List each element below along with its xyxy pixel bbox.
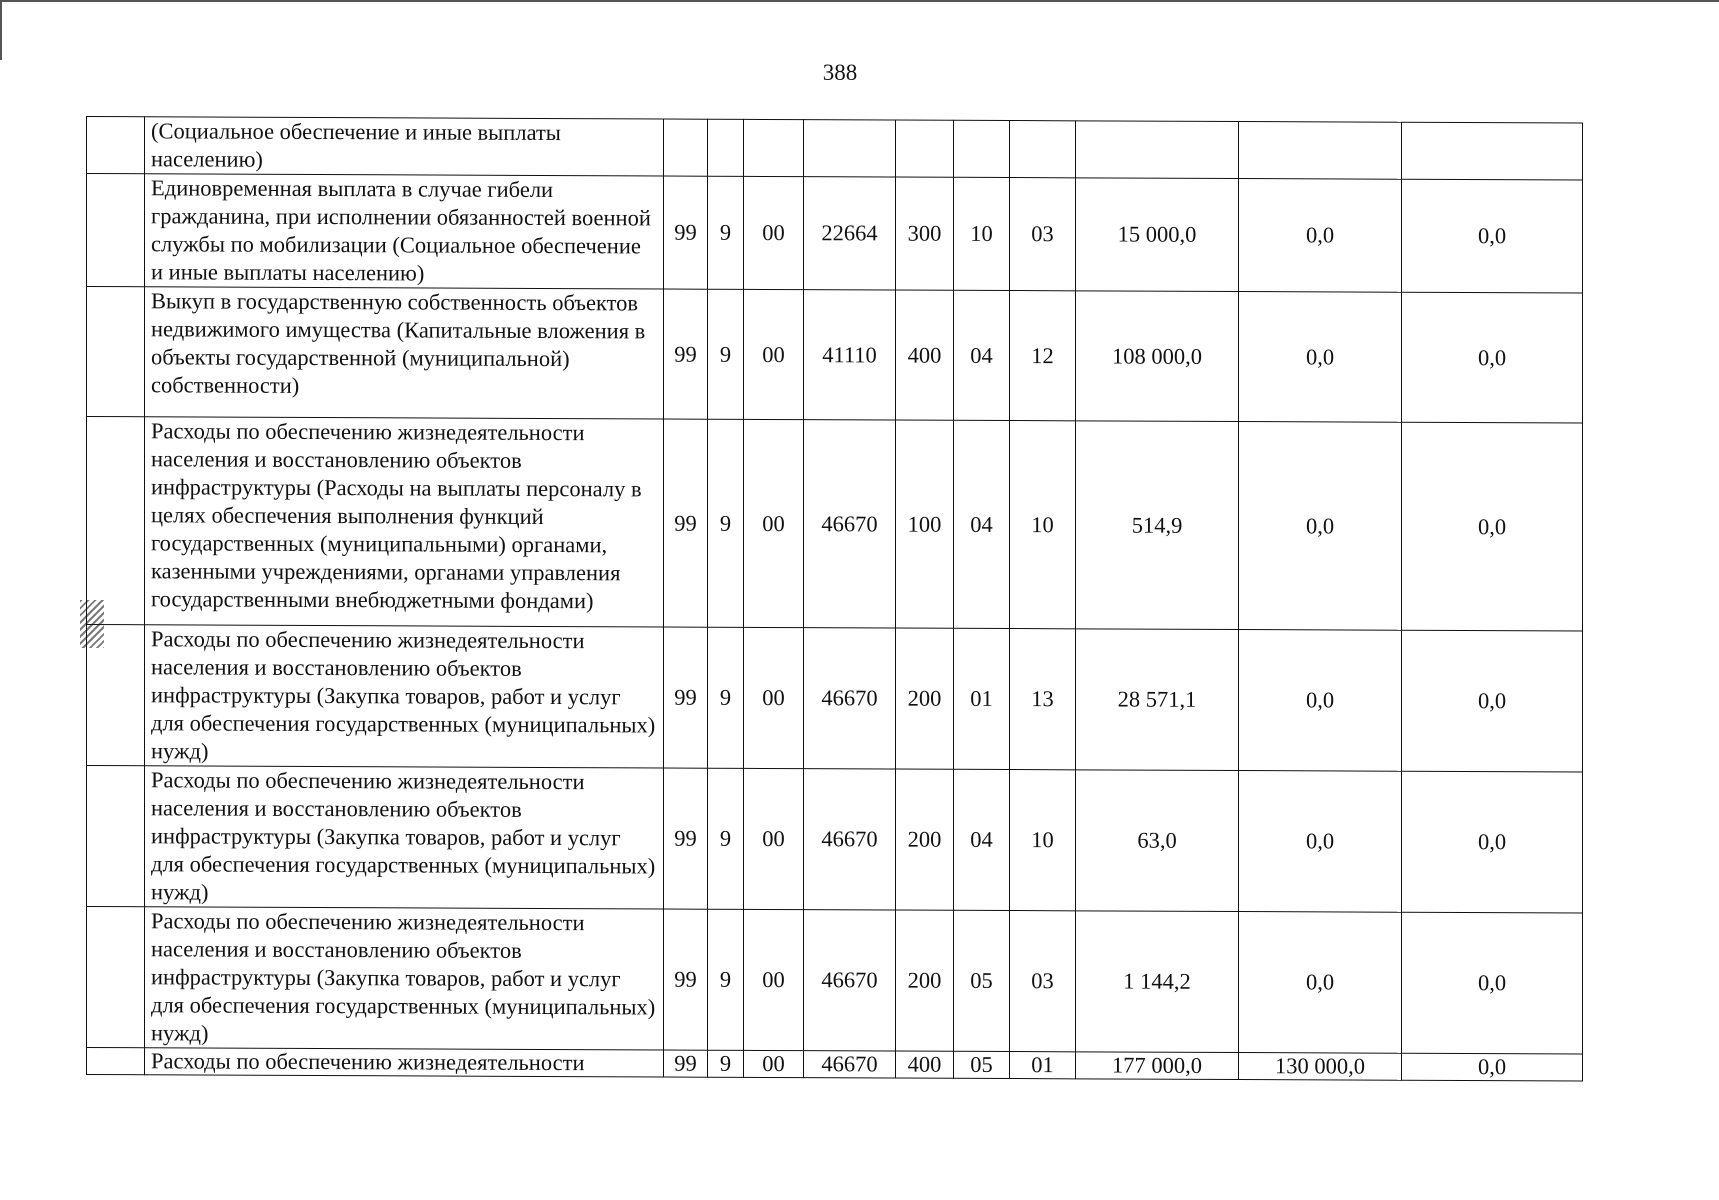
row-index-cell <box>87 907 145 1048</box>
description-cell: Расходы по обеспечению жизнедеятельности <box>145 1048 664 1077</box>
code-cell: 01 <box>954 628 1010 769</box>
code-cell: 9 <box>708 289 744 419</box>
description-cell: Выкуп в государственную собственность объектов недвижимого имущества (Капитальные вложения в объекты государственной (муниципальной) собственности) <box>145 287 664 419</box>
code-cell <box>896 120 954 177</box>
amount-cell: 0,0 <box>1402 912 1583 1054</box>
row-index-cell <box>87 117 145 174</box>
table-row <box>87 625 1583 773</box>
amount-cell: 514,9 <box>1076 421 1239 630</box>
code-cell: 99 <box>664 1050 708 1077</box>
code-cell: 03 <box>1010 911 1076 1052</box>
description-cell: Единовременная выплата в случае гибели гражданина, при исполнении обязанностей военной службы по мобилизации (Социальное обеспечение и иные выплаты населению) <box>145 174 664 289</box>
table-row <box>87 417 1583 632</box>
code-cell: 00 <box>744 176 804 289</box>
code-cell: 01 <box>1010 1052 1076 1079</box>
code-cell: 99 <box>664 419 708 627</box>
amount-cell: 15 000,0 <box>1076 178 1239 292</box>
amount-cell: 0,0 <box>1239 912 1402 1054</box>
row-index-cell <box>87 174 145 287</box>
code-cell: 9 <box>708 768 744 909</box>
row-index-cell <box>87 1048 145 1075</box>
amount-cell: 0,0 <box>1402 179 1583 293</box>
code-cell: 10 <box>1010 421 1076 629</box>
code-cell: 9 <box>708 627 744 768</box>
table-row <box>87 287 1583 424</box>
code-cell: 13 <box>1010 629 1076 770</box>
code-cell: 99 <box>664 176 708 289</box>
amount-cell: 0,0 <box>1239 771 1402 913</box>
table-body <box>87 117 1583 1082</box>
amount-cell: 0,0 <box>1239 422 1402 631</box>
code-cell: 46670 <box>804 910 896 1051</box>
code-cell: 00 <box>744 627 804 768</box>
code-cell: 03 <box>1010 178 1076 291</box>
code-cell: 41110 <box>804 290 896 420</box>
amount-cell: 1 144,2 <box>1076 911 1239 1053</box>
amount-cell: 28 571,1 <box>1076 629 1239 771</box>
amount-cell: 0,0 <box>1239 630 1402 772</box>
amount-cell: 0,0 <box>1402 1053 1583 1081</box>
amount-cell: 0,0 <box>1239 179 1402 293</box>
table-row <box>87 766 1583 914</box>
code-cell: 22664 <box>804 177 896 290</box>
code-cell: 99 <box>664 289 708 419</box>
code-cell: 200 <box>896 910 954 1051</box>
amount-cell <box>1402 122 1583 180</box>
code-cell <box>954 120 1010 177</box>
code-cell: 400 <box>896 1051 954 1078</box>
row-index-cell <box>87 287 145 417</box>
description-cell: Расходы по обеспечению жизнедеятельности населения и восстановлению объектов инфраструктуры (Закупка товаров, работ и услуг для обеспечения государственных (муниципальных) нужд) <box>145 766 664 909</box>
code-cell <box>1010 121 1076 178</box>
table-row <box>87 117 1583 181</box>
amount-cell: 0,0 <box>1402 422 1583 631</box>
code-cell: 05 <box>954 1051 1010 1078</box>
code-cell: 300 <box>896 177 954 290</box>
code-cell: 9 <box>708 419 744 627</box>
amount-cell: 0,0 <box>1402 292 1583 423</box>
code-cell: 99 <box>664 909 708 1050</box>
amount-cell <box>1076 121 1239 179</box>
row-index-cell <box>87 766 145 907</box>
amount-cell: 130 000,0 <box>1239 1053 1402 1081</box>
code-cell: 46670 <box>804 769 896 910</box>
code-cell <box>664 119 708 176</box>
code-cell: 10 <box>1010 770 1076 911</box>
code-cell: 04 <box>954 420 1010 628</box>
code-cell: 04 <box>954 290 1010 420</box>
amount-cell: 0,0 <box>1402 630 1583 772</box>
code-cell: 05 <box>954 910 1010 1051</box>
amount-cell: 63,0 <box>1076 770 1239 912</box>
code-cell: 100 <box>896 420 954 628</box>
amount-cell: 0,0 <box>1239 292 1402 423</box>
code-cell: 9 <box>708 909 744 1050</box>
code-cell: 46670 <box>804 1051 896 1078</box>
table-row <box>87 907 1583 1055</box>
scan-edge-left <box>0 0 2 60</box>
description-cell: Расходы по обеспечению жизнедеятельности населения и восстановлению объектов инфраструктуры (Закупка товаров, работ и услуг для обеспечения государственных (муниципальных) нужд) <box>145 907 664 1050</box>
code-cell: 00 <box>744 289 804 419</box>
code-cell: 00 <box>744 1050 804 1077</box>
page-number: 388 <box>822 60 858 85</box>
amount-cell: 0,0 <box>1402 771 1583 913</box>
code-cell <box>804 120 896 177</box>
code-cell: 400 <box>896 290 954 420</box>
budget-table <box>86 116 1583 1082</box>
row-index-cell <box>87 625 145 766</box>
code-cell: 200 <box>896 628 954 769</box>
code-cell: 99 <box>664 627 708 768</box>
description-cell: (Социальное обеспечение и иные выплаты населению) <box>145 117 664 176</box>
code-cell <box>708 119 744 176</box>
amount-cell <box>1239 122 1402 180</box>
code-cell: 00 <box>744 909 804 1050</box>
table-row <box>87 174 1583 294</box>
table-row <box>87 1048 1583 1082</box>
row-index-cell <box>87 417 145 625</box>
amount-cell: 108 000,0 <box>1076 291 1239 422</box>
code-cell <box>744 119 804 176</box>
code-cell: 200 <box>896 769 954 910</box>
code-cell: 12 <box>1010 291 1076 421</box>
code-cell: 46670 <box>804 420 896 628</box>
code-cell: 46670 <box>804 628 896 769</box>
code-cell: 9 <box>708 1050 744 1077</box>
code-cell: 9 <box>708 176 744 289</box>
code-cell: 04 <box>954 769 1010 910</box>
description-cell: Расходы по обеспечению жизнедеятельности населения и восстановлению объектов инфраструктуры (Закупка товаров, работ и услуг для обеспечения государственных (муниципальных) нужд) <box>145 625 664 768</box>
code-cell: 00 <box>744 768 804 909</box>
description-cell: Расходы по обеспечению жизнедеятельности населения и восстановлению объектов инфраструктуры (Расходы на выплаты персоналу в целях обеспечения выполнения функций государственных (муниципальными) органами, казенными учреждениями, органами управления государственными внебюджетными фондами) <box>145 417 664 627</box>
code-cell: 10 <box>954 177 1010 290</box>
scan-edge-top <box>0 0 1719 2</box>
code-cell: 00 <box>744 419 804 627</box>
amount-cell: 177 000,0 <box>1076 1052 1239 1080</box>
code-cell: 99 <box>664 768 708 909</box>
